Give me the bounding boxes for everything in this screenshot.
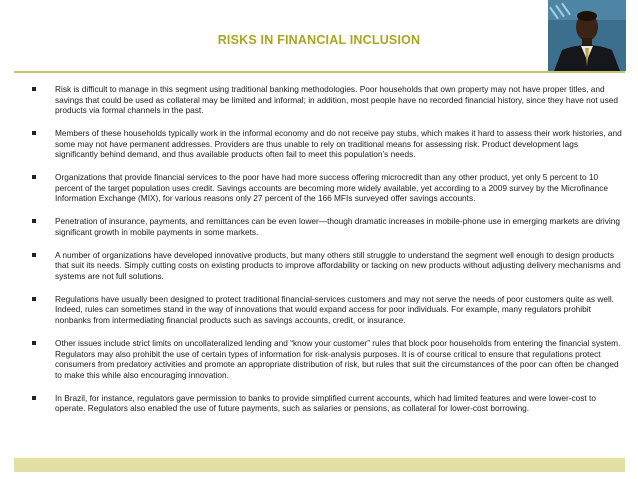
footer-band [14,458,625,472]
bullet-text: Risk is difficult to manage in this segment using traditional banking methodologies. Poor households that own property may not have proper titles, and savings that could be used as collateral may be limited and informal; in addition, most people have no recorded financial history, since they have not used products via formal channels in the past. [55,84,618,115]
bullet-item [32,216,622,237]
bullet-text: Other issues include strict limits on uncollateralized lending and “know your customer” rules that block poor households from entering the financial system. Regulators may also prohibit the use of certain types of information for risk-analysis purposes. It is of course critical to ensure that regulations protect consumers from predatory activities and promote an appropriate distribution of risk, but rules that suit the circumstances of the poor can often be changed to make this while also encouraging innovation. [55,338,621,380]
bullet-square-icon [32,131,36,135]
bullet-square-icon [32,341,36,345]
bullet-square-icon [32,396,36,400]
bullet-item [32,84,622,116]
bullet-item [32,128,622,160]
bullet-square-icon [32,219,36,223]
bullet-text: A number of organizations have developed innovative products, but many others still struggle to understand the segment well enough to design products that suit its needs. Simply cutting costs on existing products to improve affordability or tacking on new products without adjusting delivery mechanisms and systems are not full solutions. [55,249,621,281]
bullet-text: Organizations that provide financial services to the poor have had more success offering microcredit than any other product, yet only 5 percent to 10 percent of the target population uses credit. Savings accounts are becoming more widely available, yet according to a 2009 survey by the Microfinance Information Exchange (MIX), for various reasons only 27 percent of the 166 MFIs surveyed offer savings accounts. [55,172,608,204]
presenter-photo-icon [548,0,626,71]
bullet-square-icon [32,175,36,179]
bullet-list [32,84,622,426]
title-divider [14,71,625,73]
presenter-portrait [548,0,626,71]
bullet-text: Members of these households typically work in the informal economy and do not receive pay stubs, which makes it hard to assess their work histories, and some may not have permanent addresses. Providers are thus unable to rely on traditional means for assessing risk. Product development lags significantly behind demand, and thus available products often fail to meet this population’s needs. [55,128,622,160]
bullet-item [32,393,622,414]
bullet-item [32,250,622,282]
bullet-text: Regulations have usually been designed to protect traditional financial-services customers and may not serve the needs of poor customers quite as well. Indeed, rules can sometimes stand in the way of innovations that would expand access for poor individuals. For example, many regulators prohibit nonbanks from intermediating financial products such as savings accounts, credit, or insurance. [55,293,614,325]
bullet-square-icon [32,87,36,91]
bullet-square-icon [32,253,36,257]
bullet-item [32,338,622,380]
bullet-text: Penetration of insurance, payments, and remittances can be even lower—though dramatic increases in mobile-phone use in emerging markets are driving significant growth in mobile payments in some markets. [55,216,620,237]
bullet-item [32,294,622,326]
bullet-text: In Brazil, for instance, regulators gave permission to banks to provide simplified current accounts, which had limited features and were lower-cost to operate. Regulators also enabled the use of future payments, such as salaries or pensions, as collateral for lower-cost borrowing. [55,392,596,414]
bullet-item [32,172,622,204]
slide-title: RISKS IN FINANCIAL INCLUSION [217,33,421,47]
bullet-square-icon [32,297,36,301]
